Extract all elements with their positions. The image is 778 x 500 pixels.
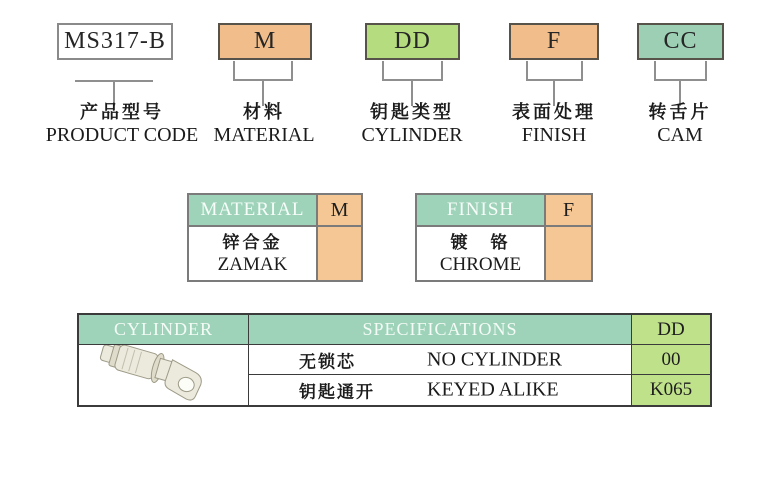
label-product-code-en: PRODUCT CODE (45, 124, 199, 146)
finish-code-cell-blank (546, 227, 591, 280)
cylinder-image-cell (79, 345, 249, 405)
material-code-cell-blank (318, 227, 361, 280)
material-table (187, 193, 363, 282)
label-cam-en: CAM (657, 124, 703, 146)
cam-code-box: CC (637, 23, 724, 60)
material-name-cell (189, 227, 318, 280)
finish-table (415, 193, 593, 282)
spec-no-cylinder-en: NO CYLINDER (427, 348, 562, 370)
finish-name-en: CHROME (439, 253, 522, 275)
label-finish-en: FINISH (521, 124, 587, 146)
spec-code-keyed-alike: K065 (632, 375, 710, 405)
spec-row-keyed-alike (249, 375, 632, 405)
lock-cylinder-image (88, 345, 240, 405)
material-table-header (189, 195, 361, 227)
cylinder-code-box: DD (365, 23, 460, 60)
spec-code-no-cylinder: 00 (632, 345, 710, 375)
finish-table-row (417, 227, 591, 280)
finish-code-box: F (509, 23, 599, 60)
finish-table-title: FINISH (417, 195, 546, 225)
label-finish-zh: 表面处理 (512, 102, 596, 123)
cylinder-column-header: CYLINDER (79, 315, 249, 345)
connector-bracket-material (233, 61, 293, 81)
finish-name-zh: 镀 铬 (450, 232, 511, 253)
label-product-code-zh: 产品型号 (80, 102, 164, 123)
label-cam-zh: 转舌片 (648, 102, 712, 123)
connector-bracket-cylinder (382, 61, 443, 81)
cylinder-spec-table (77, 313, 712, 407)
dd-column-header: DD (632, 315, 710, 345)
material-code-box: M (218, 23, 312, 60)
label-material-en: MATERIAL (213, 124, 315, 146)
finish-table-header (417, 195, 591, 227)
product-code-box: MS317-B (57, 23, 173, 60)
finish-name-cell (417, 227, 546, 280)
spec-row-no-cylinder (249, 345, 632, 375)
spec-no-cylinder-zh: 无锁芯 (299, 352, 356, 372)
material-table-code: M (318, 195, 361, 225)
spec-keyed-alike-zh: 钥匙通开 (299, 382, 375, 403)
connector-bracket-finish (526, 61, 583, 81)
spec-keyed-alike-en: KEYED ALIKE (427, 378, 559, 401)
specifications-column-header: SPECIFICATIONS (249, 315, 632, 345)
label-cylinder-en: CYLINDER (361, 124, 463, 146)
label-cam (580, 102, 778, 146)
connector-bracket-cam (654, 61, 707, 81)
material-name-en: ZAMAK (217, 253, 288, 275)
material-table-row (189, 227, 361, 280)
finish-table-code: F (546, 195, 591, 225)
label-material-zh: 材料 (243, 102, 285, 123)
material-name-zh: 锌合金 (222, 232, 283, 253)
material-table-title: MATERIAL (189, 195, 318, 225)
label-cylinder-zh: 钥匙类型 (370, 102, 454, 123)
